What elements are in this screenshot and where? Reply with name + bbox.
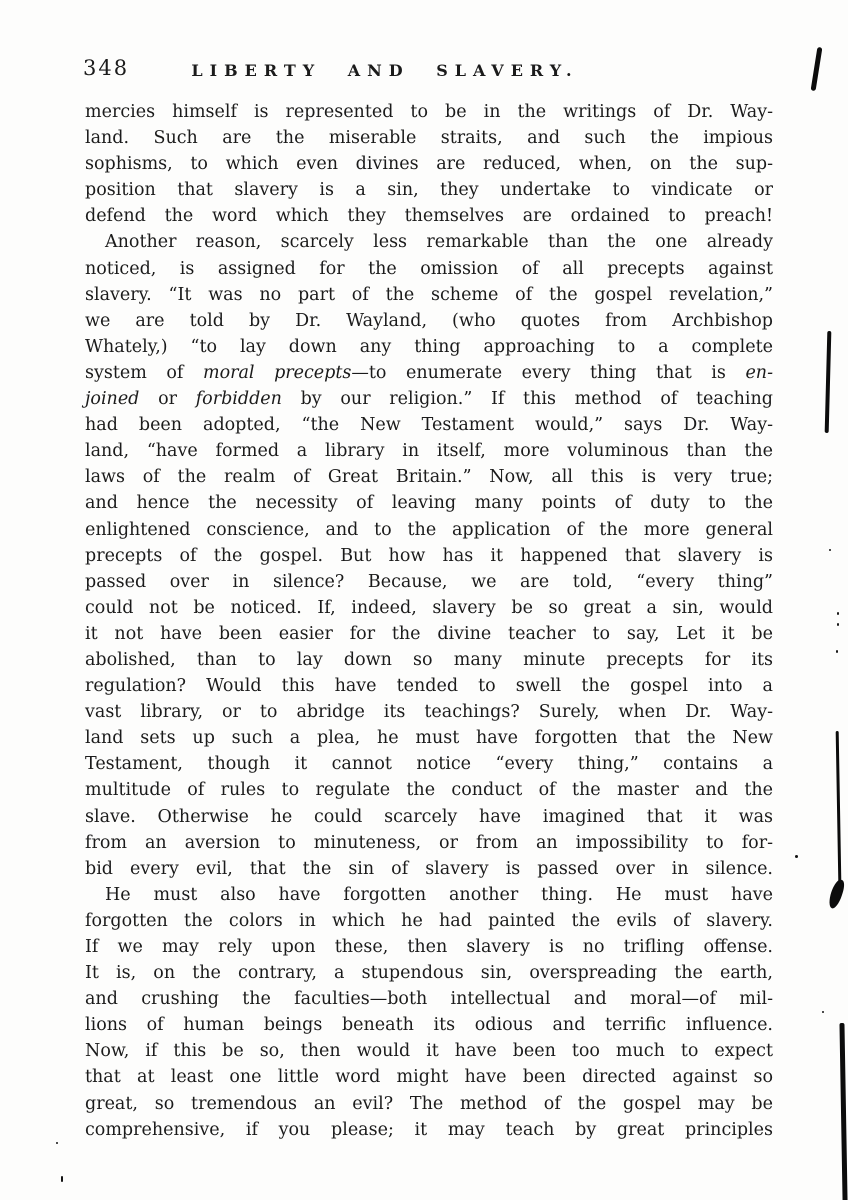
text-line: great, so tremendous an evil? The method of the gospel may be <box>85 1093 773 1114</box>
text-line: that at least one little word might have been directed against so <box>85 1067 773 1088</box>
text-line: sophisms, to which even divines are reduced, when, on the sup- <box>85 154 773 175</box>
text-line: bid every evil, that the sin of slavery is passed over in silence. <box>85 858 773 879</box>
ink-blot <box>827 878 847 910</box>
text-line: Testament, though it cannot notice “every thing,” contains a <box>85 754 773 775</box>
text-line: He must also have forgotten another thing. He must have <box>105 884 773 905</box>
scan-speck <box>822 1011 824 1013</box>
text-line: forgotten the colors in which he had painted the evils of slavery. <box>85 910 773 931</box>
text-line: laws of the realm of Great Britain.” Now, all this is very true; <box>85 467 773 488</box>
text-line: slavery. “It was no part of the scheme of the gospel revelation,” <box>85 284 773 305</box>
text-line: Whately,) “to lay down any thing approaching to a complete <box>85 336 773 357</box>
text-line: land. Such are the miserable straits, and such the impious <box>85 128 773 149</box>
scan-speck <box>795 855 798 858</box>
ink-mark <box>839 1023 847 1200</box>
text-line: we are told by Dr. Wayland, (who quotes from Archbishop <box>85 310 773 331</box>
text-line: multitude of rules to regulate the conduct of the master and the <box>85 780 773 801</box>
scan-speck <box>837 623 839 626</box>
scan-speck <box>829 549 831 551</box>
text-line: joined or forbidden by our religion.” If this method of teaching <box>85 389 773 410</box>
text-line: had been adopted, “the New Testament would,” says Dr. Way- <box>85 415 773 436</box>
text-line: precepts of the gospel. But how has it happened that slavery is <box>85 545 773 566</box>
text-line: could not be noticed. If, indeed, slavery be so great a sin, would <box>85 597 773 618</box>
page-number: 348 <box>83 56 130 80</box>
text-line: comprehensive, if you please; it may teach by great principles <box>85 1119 773 1140</box>
text-line: defend the word which they themselves are ordained to preach! <box>85 206 773 227</box>
ink-mark <box>811 47 823 91</box>
text-line: lions of human beings beneath its odious and terrific influence. <box>85 1015 773 1036</box>
running-header: LIBERTY AND SLAVERY. <box>191 61 579 80</box>
text-line: and hence the necessity of leaving many points of duty to the <box>85 493 773 514</box>
scan-speck <box>56 1142 58 1144</box>
text-line: and crushing the faculties—both intellectual and moral—of mil- <box>85 989 773 1010</box>
ink-mark <box>836 731 842 883</box>
ink-mark <box>825 331 832 433</box>
text-line: noticed, is assigned for the omission of all precepts against <box>85 258 773 279</box>
text-line: abolished, than to lay down so many minute precepts for its <box>85 649 773 670</box>
scan-speck <box>836 650 838 653</box>
text-line: Another reason, scarcely less remarkable than the one already <box>105 232 773 253</box>
text-line: from an aversion to minuteness, or from an impossibility to for- <box>85 832 773 853</box>
scan-speck <box>837 612 839 615</box>
text-line: slave. Otherwise he could scarcely have imagined that it was <box>85 806 773 827</box>
text-block <box>85 99 773 1143</box>
text-line: land, “have formed a library in itself, more voluminous than the <box>85 441 773 462</box>
text-line: vast library, or to abridge its teachings? Surely, when Dr. Way- <box>85 702 773 723</box>
text-line: mercies himself is represented to be in the writings of Dr. Way- <box>85 102 773 122</box>
scan-speck <box>61 1176 63 1182</box>
text-line: Now, if this be so, then would it have been too much to expect <box>85 1041 773 1062</box>
text-line: system of moral precepts—to enumerate every thing that is en- <box>85 362 773 383</box>
text-line: passed over in silence? Because, we are told, “every thing” <box>85 571 773 592</box>
text-line: position that slavery is a sin, they undertake to vindicate or <box>85 180 773 201</box>
text-line: it not have been easier for the divine teacher to say, Let it be <box>85 623 773 644</box>
text-line: If we may rely upon these, then slavery is no trifling offense. <box>85 937 773 957</box>
text-line: enlightened conscience, and to the application of the more general <box>85 519 773 540</box>
text-line: land sets up such a plea, he must have forgotten that the New <box>85 728 773 749</box>
text-line: regulation? Would this have tended to swell the gospel into a <box>85 676 773 697</box>
text-line: It is, on the contrary, a stupendous sin, overspreading the earth, <box>85 963 773 984</box>
